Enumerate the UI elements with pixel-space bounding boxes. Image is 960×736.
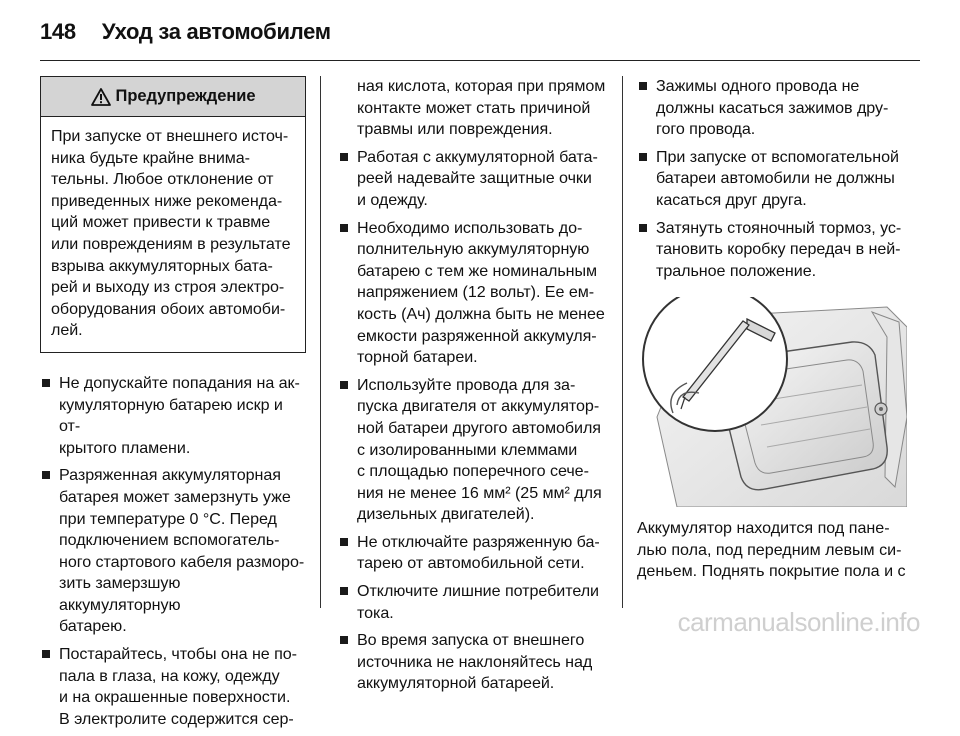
list-item: Затянуть стояночный тормоз, ус- тановить коробку передач в ней- тральное положение. [637,218,921,283]
list-item: Разряженная аккумуляторная батарея может замерзнуть уже при температуре 0 °C. Перед подключением вспомогатель- ного стартового кабеля разморо- зить замерзшую аккумуляторную батарею. [40,465,306,638]
list-item: Отключите лишние потребители тока. [338,581,610,624]
list-item: При запуске от вспомогательной батареи автомобили не должны касаться друг друга. [637,147,921,212]
list-item: Не допускайте попадания на ак- кумуляторную батарею искр и от- крытого пламени. [40,373,306,459]
warning-triangle-icon [91,88,111,106]
battery-access-illustration [637,297,907,507]
page-number: 148 [40,19,76,44]
column-divider [622,76,623,608]
list-item: Зажимы одного провода не должны касаться зажимов дру- гого провода. [637,76,921,141]
body-paragraph: Аккумулятор находится под пане- лью пола, под передним левым си- деньем. Поднять покрытие пола и с [637,519,906,581]
page-title: Уход за автомобилем [101,19,331,44]
list-item: Во время запуска от внешнего источника не наклоняйтесь над аккумуляторной батареей. [338,630,610,695]
continued-text: ная кислота, которая при прямом контакте может стать причиной травмы или повреждения. [357,77,606,139]
list-item: Работая с аккумуляторной бата- реей надевайте защитные очки и одежду. [338,147,610,212]
list-item: Не отключайте разряженную ба- тарею от автомобильной сети. [338,532,610,575]
list-item: Необходимо использовать до- полнительную аккумуляторную батарею с тем же номинальным напряжением (12 вольт). Ее ем- кость (Ач) должна быть не менее емкости разряженной аккумуля- торной батареи. [338,218,610,369]
list-item: Постарайтесь, чтобы она не по- пала в глаза, на кожу, одежду и на окрашенные поверхности. В электролите содержится сер- [40,644,306,730]
column-1 [40,76,306,736]
header-divider [40,60,920,61]
bullet-list [338,147,610,695]
warning-header [41,77,305,117]
bullet-list [637,76,921,282]
column-2 [338,76,610,701]
warning-heading: Предупреждение [115,86,256,105]
column-3 [637,76,921,318]
watermark: carmanualsonline.info [677,607,920,637]
warning-body: При запуске от внешнего источ- ника будьте крайне внима- тельны. Любое отклонение от приведенных ниже рекоменда- ций может привести к травме или повреждениям в результате взрыва аккумуляторных бата- рей и выходу из строя электро- оборудования обоих автомоби- лей. [51,127,291,340]
column-divider [320,76,321,608]
list-item: Используйте провода для за- пуска двигателя от аккумулятор- ной батареи другого автомобиля с изолированными клеммами с площадью поперечного сече- ния не менее 16 мм² (25 мм² для дизельных двигателей). [338,375,610,526]
bullet-list [40,373,306,731]
page-header [40,14,331,50]
warning-box [40,76,306,353]
